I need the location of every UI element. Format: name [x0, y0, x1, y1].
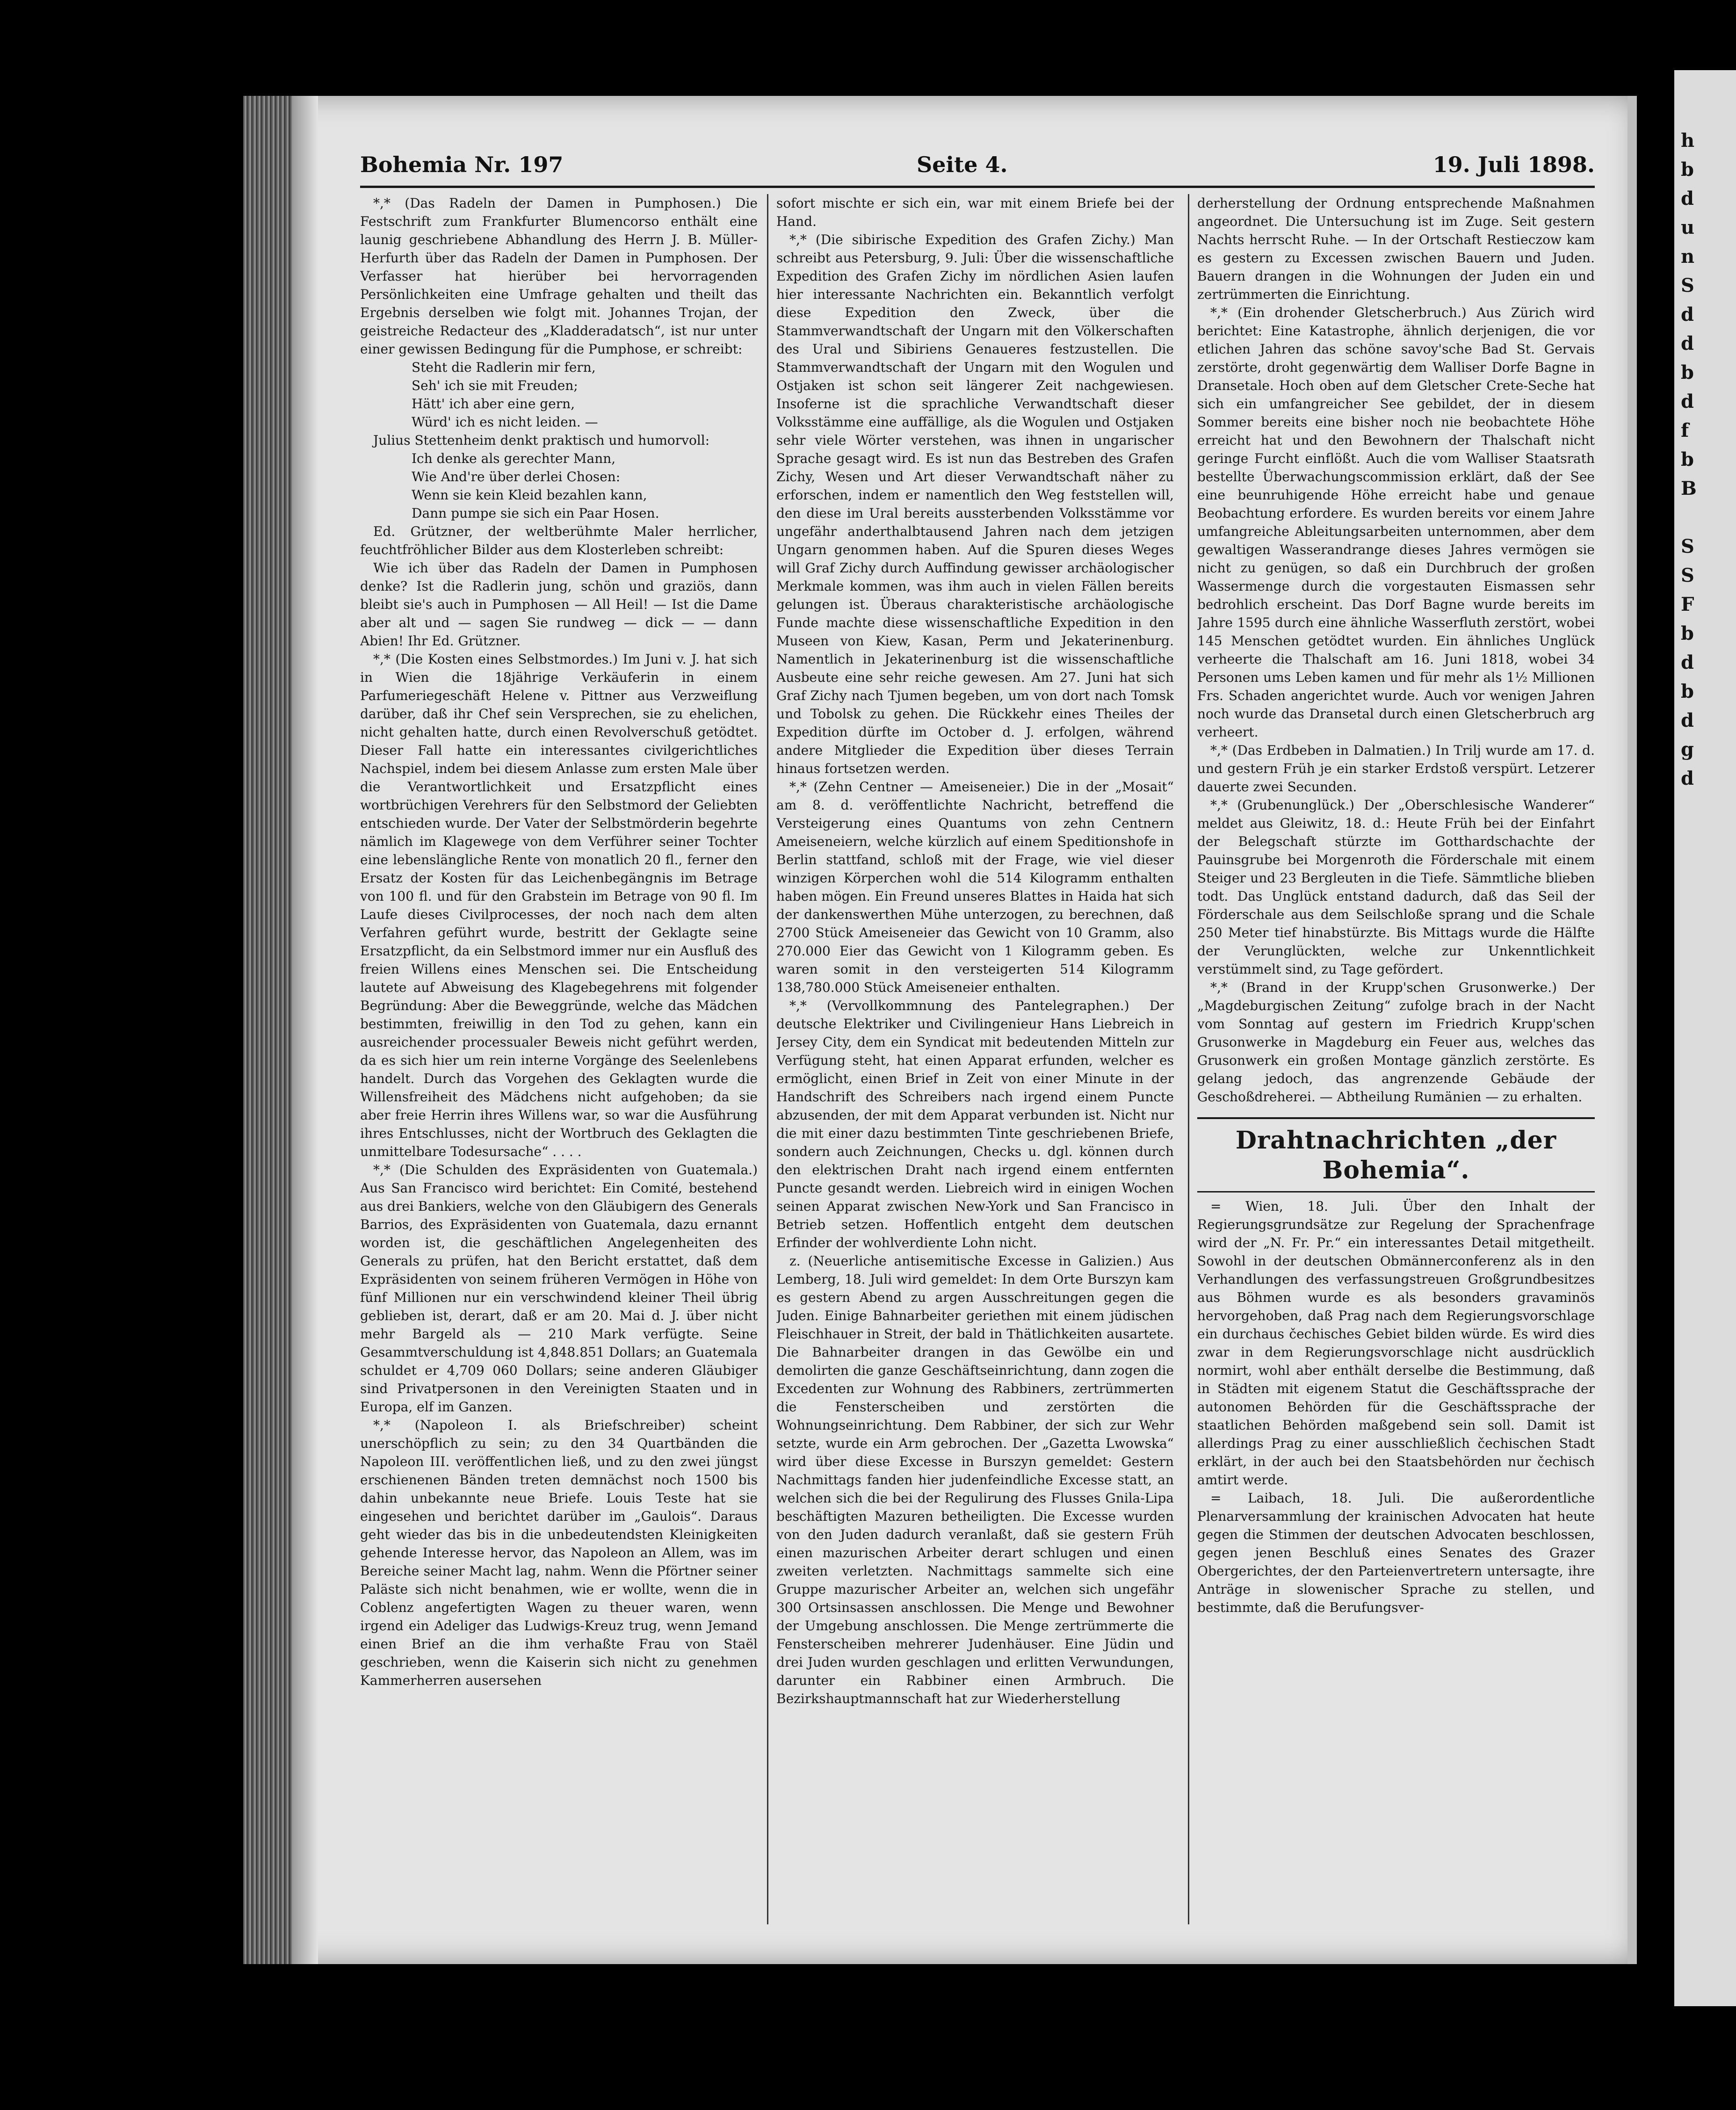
column-3 — [1197, 194, 1595, 1924]
adjacent-page-text: h b d u n S d d b d f b B S S F b d b d g d — [1681, 130, 1697, 789]
verse-line: Ich denke als gerechter Mann, — [412, 451, 616, 466]
article-continuation: sofort mischte er sich ein, war mit einem Briefe bei der Hand. — [776, 195, 1174, 229]
verse-line: Wie And're über derlei Chosen: — [412, 469, 621, 484]
page-number: Seite 4. — [917, 152, 1008, 177]
article-ameiseneier: *,* (Zehn Centner — Ameiseneier.) Die in der „Mosait“ am 8. d. veröffentlichte Nachricht, betreffend die Versteigerung eines Quantums von zehn Centnern Ameiseneiern, welche kürzlich auf einem Speditionshofe in Berlin stattfand, schloß mit der Frage, wie viel dieser winzigen Körperchen wohl die 514 Kilogramm enthalten haben mögen. Ein Freund unseres Blattes in Haida hat sich der dankenswerthen Mühe unterzogen, zu berechnen, daß 2700 Stück Ameiseneier das Gewicht von 10 Gramm, also 270.000 Eier das Gewicht von 1 Kilogramm geben. Es waren somit in den versteigerten 514 Kilogramm 138,780.000 Stück Ameiseneier enthalten. — [776, 779, 1174, 995]
verse-line: Dann pumpe sie sich ein Paar Hosen. — [412, 506, 659, 521]
book-binding — [243, 96, 292, 1964]
adjacent-page-fragment — [1674, 70, 1736, 2006]
article-paragraph: Julius Stettenheim denkt praktisch und humorvoll: — [373, 433, 710, 448]
newspaper-page — [243, 96, 1637, 1964]
article-selbstmord: *,* (Die Kosten eines Selbstmordes.) Im Juni v. J. hat sich in Wien die 18jährige Verkäuferin in einem Parfumeriegeschäft Helene v. Pittner aus Verzweiflung darüber, daß ihr Chef sein Versprechen, sie zu ehelichen, nicht gehalten hatte, durch einen Revolverschuß getödtet. Dieser Fall hatte ein interessantes civilgerichtliches Nachspiel, indem bei diesem Anlasse zum ersten Male über die Verantwortlichkeit und Ersatzpflicht eines wortbrüchigen Verehrers für den Selbstmord der Geliebten entschieden wurde. Der Vater der Selbstmörderin begehrte nämlich im Klagewege von dem Verführer seiner Tochter eine lebenslängliche Rente von monatlich 20 fl., ferner den Ersatz der Kosten für das Leichenbegängnis im Betrage von 100 fl. und für den Grabstein im Betrage von 90 fl. Im Laufe dieses Civilprocesses, der noch nach dem alten Verfahren geführt wurde, bestritt der Geklagte seine Ersatzpflicht, da ein Selbstmord immer nur ein Ausfluß des freien Willens eines Menschen sei. Die Entscheidung lautete auf Abweisung des Klagebegehrens mit folgender Begründung: Aber die Beweggründe, welche das Mädchen bestimmten, freiwillig in den Tod zu gehen, kann ein ausreichender processualer Beweis nicht geführt werden, da es sich hier um rein interne Vorgänge des Seelenlebens handelt. Durch das Vorgehen des Geklagten wurde die Willensfreiheit des Mädchens nicht aufgehoben; da sie aber freie Herrin ihres Willens war, so war die Ausführung ihres Entschlusses, nicht der Wortbruch des Geklagten die unmittelbare Todesursache“ . . . . — [360, 651, 758, 1159]
verse-line: Würd' ich es nicht leiden. — — [412, 414, 598, 430]
gutter-shadow — [292, 96, 318, 1964]
article-zichy: *,* (Die sibirische Expedition des Grafen Zichy.) Man schreibt aus Petersburg, 9. Juli: Über die wissenschaftliche Expedition des Grafen Zichy im nördlichen Asien laufen hier interessante Nachrichten ein. Bekanntlich verfolgt diese Expedition den Zweck, über die Stammverwandtschaft der Ungarn mit den Völkerschaften des Ural und Sibiriens Genaueres festzustellen. Die Stammverwandtschaft der Ungarn mit den Wogulen und Ostjaken ist schon seit längerer Zeit nachgewiesen. Insoferne ist die sprachliche Verwandtschaft dieser Volksstämme eine auffällige, als die Wogulen und Ostjaken sehr viele Wörter verstehen, was ihnen in ungarischer Sprache gesagt wird. Es ist nun das Bestreben des Grafen Zichy, Wesen und Art dieser Verwandtschaft näher zu erforschen, indem er namentlich den Weg feststellen will, den diese im Ural bereits aussterbenden Volksstämme vor ungefähr anderthalbtausend Jahren nach dem jetzigen Ungarn genommen haben. Auf die Spuren dieses Weges will Graf Zichy durch Auffindung gewisser archäologischer Merkmale kommen, was ihm auch in vielen Fällen bereits gelungen ist. Überaus charakteristische archäologische Funde machte diese wissenschaftliche Expedition in den Museen von Kiew, Kasan, Perm und Jekaterinenburg. Namentlich in Jekaterinenburg ist die wissenschaftliche Ausbeute eine sehr reiche gewesen. Am 27. Juni hat sich Graf Zichy nach Tjumen begeben, um von dort nach Tomsk und Tobolsk zu gehen. Die Rückkehr eines Theiles der Expedition dürfte im October d. J. erfolgen, während andere Mitglieder die Expedition über dieses Terrain hinaus fortsetzen werden. — [776, 232, 1174, 776]
verse-line: Steht die Radlerin mir fern, — [412, 360, 596, 375]
article-galizien: z. (Neuerliche antisemitische Excesse in Galizien.) Aus Lemberg, 18. Juli wird gemeldet: In dem Orte Burszyn kam es gestern Abend zu argen Ausschreitungen gegen die Juden. Einige Bahnarbeiter geriethen mit einem jüdischen Fleischhauer in Streit, der bald in Thätlichkeiten ausartete. Die Bahnarbeiter drangen in das Gewölbe ein und demolirten die ganze Geschäftseinrichtung, dann zogen die Excedenten zur Wohnung des Rabbiners, zertrümmerten die Fensterscheiben und zerstörten die Wohnungseinrichtung. Dem Rabbiner, der sich zur Wehr setzte, wurde ein Arm gebrochen. Der „Gazetta Lwowska“ wird über diese Excesse in Burszyn gemeldet: Gestern Nachmittags fanden hier judenfeindliche Excesse statt, an welchen sich die bei der Regulirung des Flusses Gnila-Lipa beschäftigten Mazuren betheiligten. Die Excesse wurden von den Juden dadurch veranlaßt, daß sie gestern Früh einen mazurischen Arbeiter derart schlugen und einen zweiten verletzten. Nachmittags sammelte sich eine Gruppe mazurischer Arbeiter an, welchen sich ungefähr 300 Ortsinsassen anschlossen. Die Menge und Bewohner der Umgebung anschlossen. Die Menge zertrümmerte die Fensterscheiben mehrerer Judenhäuser. Eine Jüdin und drei Juden wurden geschlagen und erlitten Verwundungen, darunter ein Rabbiner einen Armbruch. Die Bezirkshauptmannschaft hat zur Wiederherstellung — [776, 1253, 1174, 1706]
issue-date: 19. Juli 1898. — [1432, 152, 1595, 177]
article-guatemala: *,* (Die Schulden des Expräsidenten von Guatemala.) Aus San Francisco wird berichtet: Ein Comité, bestehend aus drei Bankiers, welche von den Gläubigern des Generals Barrios, des Expräsidenten von Guatemala, dazu ernannt worden ist, die geschäftlichen Angelegenheiten des Generals zu prüfen, hat den Bericht erstattet, daß dem Expräsidenten von seinem früheren Vermögen in Höhe von fünf Millionen nur ein verschwindend kleiner Theil übrig geblieben ist, derart, daß er am 20. Mai d. J. über nicht mehr Bargeld als — 210 Mark verfügte. Seine Gesammtverschuldung ist 4,848.851 Dollars; an Guatemala schuldet er 4,709 060 Dollars; seine anderen Gläubiger sind Privatpersonen in den Vereinigten Staaten und in Europa, elf im Ganzen. — [360, 1162, 758, 1415]
article-brand: *,* (Brand in der Krupp'schen Grusonwerke.) Der „Magdeburgischen Zeitung“ zufolge brach in der Nacht vom Sonntag auf gestern im Friedrich Krupp'schen Grusonwerke in Magdeburg ein Feuer aus, welches das Grusonwerk ein großen Montage gänzlich zerstörte. Es gelang jedoch, das angrenzende Gebäude der Geschoßdreherei. — Abtheilung Rumänien — zu erhalten. — [1197, 980, 1595, 1105]
telegram-wien: = Wien, 18. Juli. Über den Inhalt der Regierungsgrundsätze zur Regelung der Sprachenfrage wird der „N. Fr. Pr.“ ein interessantes Detail mitgetheilt. Sowohl in der deutschen Obmännerconferenz als in den Verhandlungen des verfassungstreuen Großgrundbesitzes aus Böhmen wurde es als besonders gravaminös hervorgehoben, daß Prag nach dem Regierungsvorschlage ein durchaus čechisches Gebiet bilden würde. Es wird dies zwar in dem Regierungsvorschlage nicht ausdrücklich normirt, wohl aber enthält derselbe die Bestimmung, daß in Städten mit eigenem Statut die Geschäftssprache der autonomen Behörden für die Geschäftssprache der staatlichen Behörden maßgebend sein soll. Damit ist allerdings Prag zu einer ausschließlich čechischen Stadt erklärt, in der auch bei den Staatsbehörden nur čechisch amtirt werde. — [1197, 1199, 1595, 1488]
verse-line: Wenn sie kein Kleid bezahlen kann, — [412, 487, 647, 503]
column-divider — [767, 194, 768, 1924]
section-heading: Drahtnachrichten „der Bohemia“. — [1197, 1117, 1595, 1192]
column-1 — [360, 194, 758, 1924]
article-paragraph: Wie ich über das Radeln der Damen in Pumphosen denke? Ist die Radlerin jung, schön und graziös, dann bleibt sie's auch in Pumphosen — All Heil! — Ist die Dame aber alt und — sagen Sie rundweg — dick — — dann Abien! Ihr Ed. Grützner. — [360, 560, 758, 649]
article-continuation: derherstellung der Ordnung entsprechende Maßnahmen angeordnet. Die Untersuchung ist im Zuge. Seit gestern Nachts herrscht Ruhe. — In der Ortschaft Restieczow kam es gestern zu Excessen zwischen Bauern und Juden. Bauern drangen in die Wohnungen der Juden ein und zertrümmerten die Einrichtung. — [1197, 195, 1595, 302]
article-paragraph: Ed. Grützner, der weltberühmte Maler herrlicher, feuchtfröhlicher Bilder aus dem Klosterleben schreibt: — [360, 524, 758, 557]
header-rule — [360, 186, 1595, 188]
article-erdbeben: *,* (Das Erdbeben in Dalmatien.) In Trilj wurde am 17. d. und gestern Früh je ein starker Erdstoß verspürt. Letzerer dauerte zwei Secunden. — [1197, 743, 1595, 795]
column-divider — [1188, 194, 1189, 1924]
page-header — [360, 152, 1595, 185]
article-radeln: *,* (Das Radeln der Damen in Pumphosen.) Die Festschrift zum Frankfurter Blumencorso enthält eine launig geschriebene Abhandlung des Herrn J. B. Müller-Herfurth über das Radeln der Damen in Pumphosen. Der Verfasser hat hierüber bei hervorragenden Persönlichkeiten eine Umfrage gehalten und theilt das Ergebnis derselben wie folgt mit. Johannes Trojan, der geistreiche Redacteur des „Kladderadatsch“, ist nur unter einer gewissen Bedingung für die Pumphose, er schreibt: — [360, 195, 758, 357]
verse-line: Seh' ich sie mit Freuden; — [412, 378, 578, 393]
article-grubenunglueck: *,* (Grubenunglück.) Der „Oberschlesische Wanderer“ meldet aus Gleiwitz, 18. d.: Heute Früh bei der Einfahrt der Belegschaft stürzte im Gotthardschachte der Pauinsgrube bei Morgenroth die Förderschale mit einem Steiger und 23 Bergleuten in die Tiefe. Sämmtliche blieben todt. Das Unglück entstand dadurch, daß das Seil der Förderschale aus dem Seilschloße sprang und die Schale 250 Meter tief hinabstürzte. Bis Mittags wurde die Hälfte der Verunglückten, welche zur Unkenntlichkeit verstümmelt sind, zu Tage gefördert. — [1197, 797, 1595, 977]
verse-line: Hätt' ich aber eine gern, — [412, 396, 575, 412]
page-edge — [1628, 96, 1637, 1964]
column-2 — [776, 194, 1174, 1924]
telegram-laibach: = Laibach, 18. Juli. Die außerordentliche Plenarversammlung der krainischen Advocaten hat heute gegen die Stimmen der deutschen Advocaten beschlossen, gegen jenen Beschluß eines Senates des Grazer Obergerichtes, der den Parteienvertretern untersagte, ihre Anträge in slowenischer Sprache zu stellen, und bestimmte, daß die Berufungsver- — [1197, 1490, 1595, 1615]
article-pantelegraph: *,* (Vervollkommnung des Pantelegraphen.) Der deutsche Elektriker und Civilingenieur Hans Liebreich in Jersey City, dem ein Syndicat mit bedeutenden Mitteln zur Verfügung steht, hat einen Apparat erfunden, welcher es ermöglicht, einen Brief in Zeit von einer Minute in der Handschrift des Schreibers nach irgend einem Puncte abzusenden, der mit dem Apparat verbunden ist. Nicht nur die mit einer dazu bestimmten Tinte geschriebenen Briefe, sondern auch Zeichnungen, Checks u. dgl. können durch den elektrischen Draht nach irgend einem entfernten Puncte gesandt werden. Liebreich wird in einigen Wochen seinen Apparat zwischen New-York und San Francisco in Betrieb setzen. Hoffentlich entgeht dem deutschen Erfinder der wohlverdiente Lohn nicht. — [776, 998, 1174, 1250]
article-gletscher: *,* (Ein drohender Gletscherbruch.) Aus Zürich wird berichtet: Eine Katastrophe, ähnlich derjenigen, die vor etlichen Jahren das schöne savoy'sche Bad St. Gervais zerstörte, droht gegenwärtig dem Walliser Dorfe Bagne in Dransetale. Hoch oben auf dem Gletscher Crete-Seche hat sich ein umfangreicher See gebildet, der in diesem Sommer bereits eine bisher noch nie beobachtete Höhe erreicht hat und den Bewohnern der Thalschaft nicht geringe Furcht einflößt. Auch die vom Walliser Staatsrath bestellte Überwachungscommission erklärt, daß der See eine beunruhigende Höhe erreicht habe und genaue Beobachtung erfordere. Es wurden bereits vor einem Jahre umfangreiche Ableitungsarbeiten unternommen, aber dem gewaltigen Wasserandrange dieses Jahres vermögen sie nicht zu genügen, so daß ein Durchbruch der großen Wassermenge durch die vorgestauten Eismassen sehr bedrohlich erscheint. Das Dorf Bagne wurde bereits im Jahre 1595 durch eine ähnliche Wasserfluth zerstört, wobei 145 Menschen getödtet wurden. Ein ähnliches Unglück verheerte die Thalschaft am 16. Juni 1818, wobei 34 Personen ums Leben kamen und für mehr als 1½ Millionen Frs. Schaden angerichtet wurde. Auch vor wenigen Jahren noch wurde das Dransetal durch einen Gletscherbruch arg verheert. — [1197, 305, 1595, 740]
masthead-issue: Bohemia Nr. 197 — [360, 152, 564, 177]
article-napoleon: *,* (Napoleon I. als Briefschreiber) scheint unerschöpflich zu sein; zu den 34 Quartbänden die Napoleon III. veröffentlichen ließ, und zu den zwei jüngst erschienenen Bänden treten demnächst noch 1500 bis dahin unbekannte neue Briefe. Louis Teste hat sie eingesehen und berichtet darüber im „Gaulois“. Daraus geht wieder das bis in die unbedeutendsten Kleinigkeiten gehende Interesse hervor, das Napoleon an Allem, was im Bereiche seiner Macht lag, nahm. Wenn die Pförtner seiner Paläste sich nicht benahmen, wie er wollte, wenn die in Coblenz angefertigten Wagen zu theuer waren, wenn irgend ein Adeliger das Ludwigs-Kreuz trug, wenn Jemand einen Brief an die ihm verhaßte Frau von Staël geschrieben, wenn die Kaiserin sich nicht zu genehmen Kammerherren ausersehen — [360, 1417, 758, 1688]
